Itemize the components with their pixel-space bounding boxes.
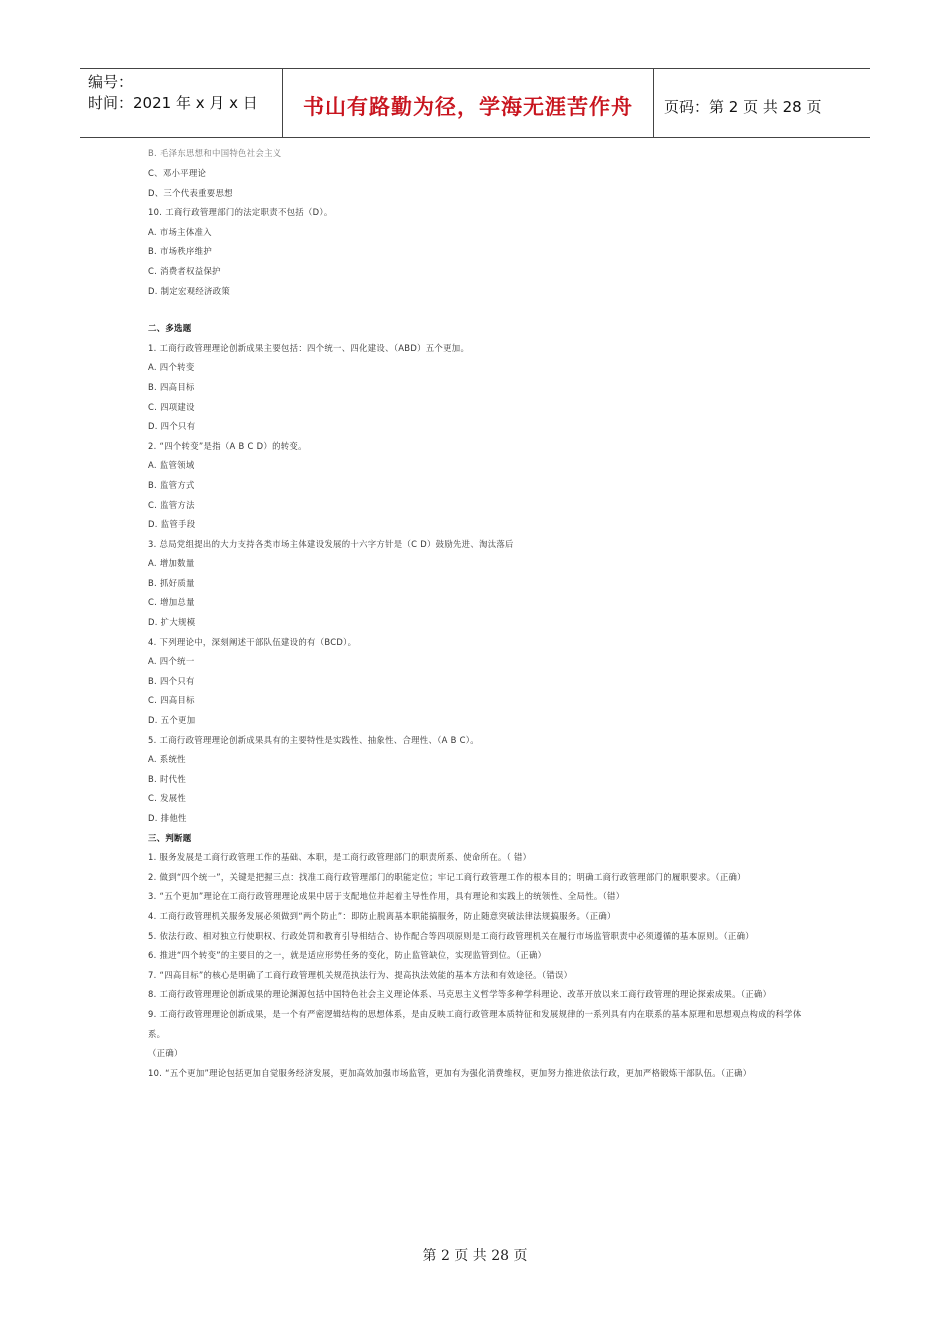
option-line: A. 监管领域	[148, 460, 195, 471]
document-header	[80, 68, 870, 138]
judge-line: 10. “五个更加”理论包括更加自觉服务经济发展，更加高效加强市场监管，更加有为强化消费维权，更加努力推进依法行政，更加严格锻炼干部队伍。（正确）	[148, 1067, 752, 1078]
question-line: 10. 工商行政管理部门的法定职责不包括（D）。	[148, 207, 333, 218]
option-line: A. 市场主体准入	[148, 226, 212, 237]
option-line: D. 五个更加	[148, 715, 196, 726]
option-line: B. 监管方式	[148, 479, 195, 490]
footer-page-number: 第 2 页 共 28 页	[422, 1248, 528, 1264]
question-line: 1. 工商行政管理理论创新成果主要包括：四个统一、四化建设、（ABD）五个更加。	[148, 342, 470, 353]
judge-line: （正确）	[148, 1048, 183, 1059]
option-line: B. 时代性	[148, 773, 186, 784]
option-line: C. 增加总量	[148, 597, 195, 608]
option-line: C. 四项建设	[148, 401, 195, 412]
option-line: D、三个代表重要思想	[148, 187, 233, 198]
option-line: B. 四个只有	[148, 675, 195, 686]
header-motto-cell	[282, 69, 654, 137]
judge-line: 7. “四高目标”的核心是明确了工商行政管理机关规范执法行为、提高执法效能的基本方法和有效途径。（错误）	[148, 969, 573, 980]
page-footer	[0, 1245, 950, 1265]
option-line: D. 扩大规模	[148, 617, 196, 628]
judge-line: 1. 服务发展是工商行政管理工作的基础、本职，是工商行政管理部门的职责所系、使命所在。（ 错）	[148, 852, 532, 863]
question-line: 3. 总局党组提出的大力支持各类市场主体建设发展的十六字方针是（C D）鼓励先进、淘汰落后	[148, 538, 514, 549]
question-line: 5. 工商行政管理理论创新成果具有的主要特性是实践性、抽象性、合理性、（A B C）。	[148, 734, 479, 745]
option-line: B. 四高目标	[148, 381, 195, 392]
option-line: B. 抓好质量	[148, 577, 195, 588]
section-heading-judge: 三、判断题	[148, 832, 192, 843]
question-line: 4. 下列理论中，深刻阐述干部队伍建设的有（BCD）。	[148, 636, 357, 647]
option-line: A. 增加数量	[148, 558, 195, 569]
section-gap	[148, 301, 808, 319]
judge-line: 8. 工商行政管理理论创新成果的理论渊源包括中国特色社会主义理论体系、马克思主义哲学等多种学科理论、改革开放以来工商行政管理的理论探索成果。（正确）	[148, 989, 772, 1000]
option-line: C. 监管方法	[148, 499, 195, 510]
option-line: A. 四个转变	[148, 362, 195, 373]
judge-line: 5. 依法行政、相对独立行使职权、行政处罚和教育引导相结合、协作配合等四项原则是工商行政管理机关在履行市场监管职责中必须遵循的基本原则。（正确）	[148, 930, 754, 941]
option-line: B. 市场秩序维护	[148, 246, 213, 257]
time-label: 时间：2021 年 x 月 x 日	[88, 94, 258, 112]
option-line: C、邓小平理论	[148, 168, 207, 178]
question-line: 2. “四个转变”是指（A B C D）的转变。	[148, 440, 307, 451]
judge-line: 9. 工商行政管理理论创新成果，是一个有严密逻辑结构的思想体系，是由反映工商行政管理本质特征和发展规律的一系列具有内在联系的基本原理和思想观点构成的科学体系。	[148, 1008, 802, 1039]
option-line: D. 排他性	[148, 813, 187, 823]
judge-line: 6. 推进“四个转变”的主要目的之一，就是适应形势任务的变化，防止监管缺位，实现监管到位。（正确）	[148, 950, 547, 961]
page-info: 页码：第 2 页 共 28 页	[664, 97, 822, 116]
option-line: D. 四个只有	[148, 421, 196, 432]
judge-line: 2. 做到“四个统一”，关键是把握三点：找准工商行政管理部门的职能定位；牢记工商行政管理工作的根本目的；明确工商行政管理部门的履职要求。（正确）	[148, 871, 746, 882]
option-line: C. 发展性	[148, 793, 187, 804]
header-page-info	[654, 72, 870, 140]
document-body	[148, 148, 808, 1083]
option-line: A. 四个统一	[148, 656, 195, 667]
option-line: C. 四高目标	[148, 695, 195, 706]
judge-line: 3. “五个更加”理论在工商行政管理理论成果中居于支配地位并起着主导性作用，具有理论和实践上的统领性、全局性。（错）	[148, 891, 625, 902]
judge-line: 4. 工商行政管理机关服务发展必须做到“两个防止”：即防止脱离基本职能搞服务，防止随意突破法律法规搞服务。（正确）	[148, 910, 616, 921]
option-line: A. 系统性	[148, 754, 186, 765]
option-line: C. 消费者权益保护	[148, 265, 221, 276]
option-line: D. 监管手段	[148, 519, 196, 530]
number-label: 编号：	[88, 73, 134, 91]
motto: 书山有路勤为径，学海无涯苦作舟	[303, 95, 633, 119]
section-heading-multi: 二、多选题	[148, 323, 192, 334]
header-meta	[80, 69, 282, 137]
cut-off-line: B. 毛泽东思想和中国特色社会主义	[148, 148, 282, 158]
option-line: D. 制定宏观经济政策	[148, 285, 231, 296]
